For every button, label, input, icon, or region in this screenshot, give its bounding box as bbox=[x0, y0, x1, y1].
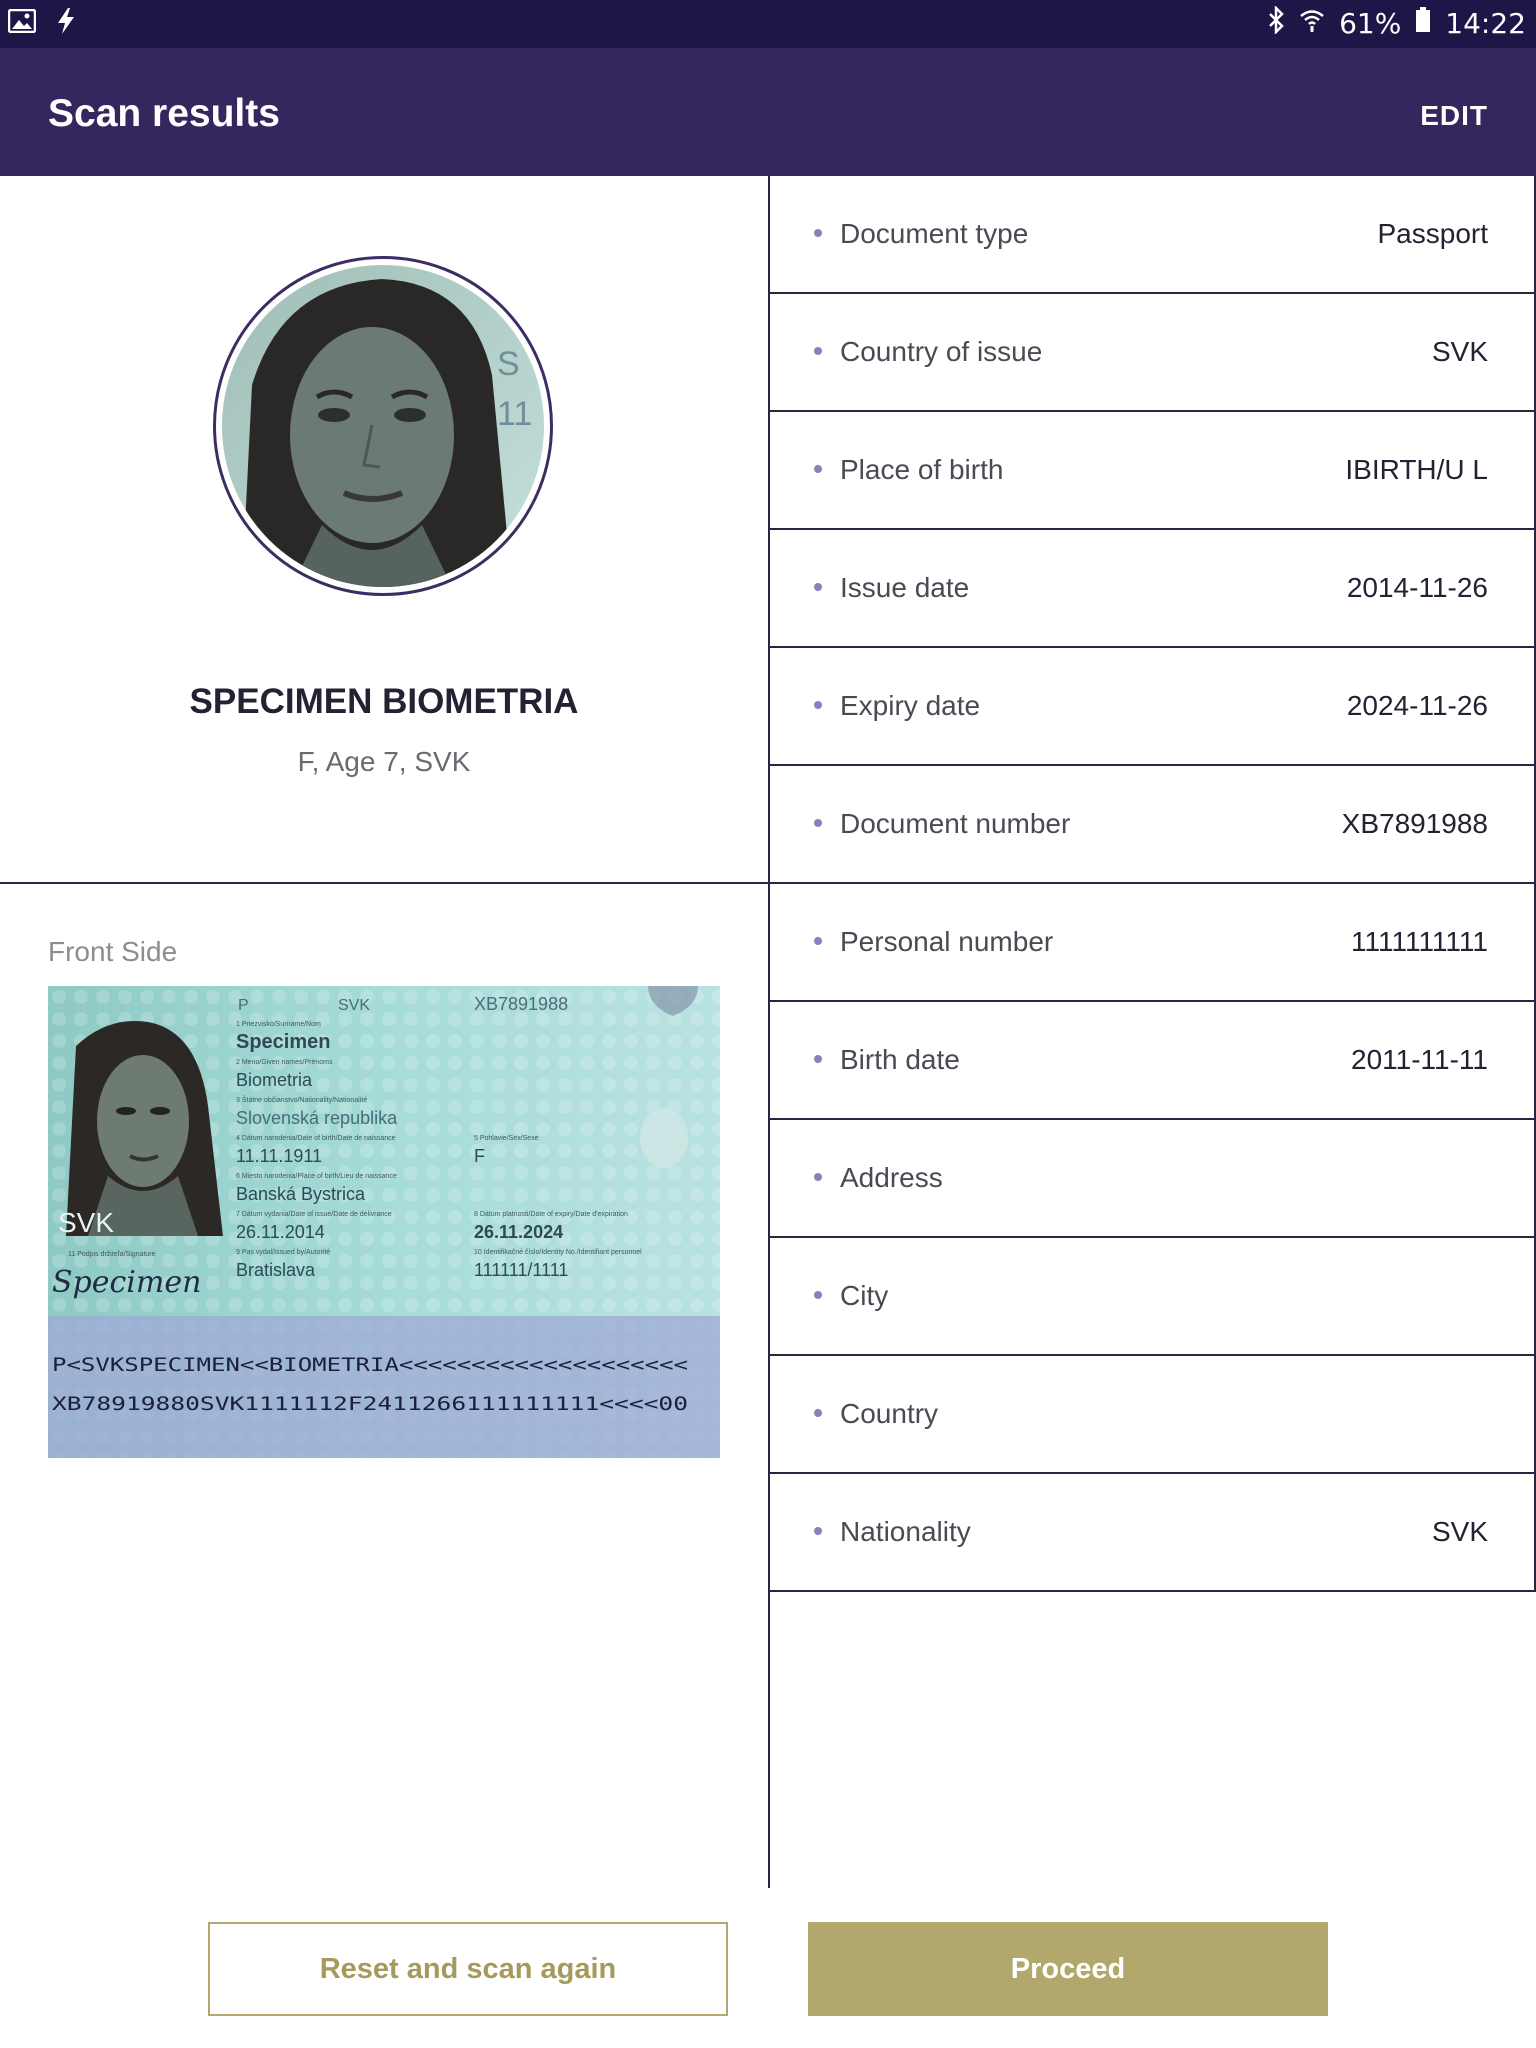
field-value: 2014-11-26 bbox=[1346, 572, 1488, 603]
doc-signature-label: 11 Podpis držiteľa/Signature bbox=[68, 1251, 156, 1258]
doc-expiry-label: 8 Dátum platnosti/Date of expiry/Date d'expiration bbox=[474, 1211, 628, 1218]
field-value: 2024-11-26 bbox=[1346, 690, 1488, 721]
doc-surname: Specimen bbox=[236, 1031, 331, 1053]
field-value: Passport bbox=[1377, 218, 1488, 249]
field-label: Issue date bbox=[840, 572, 970, 603]
doc-type: P bbox=[238, 997, 249, 1014]
doc-mrz-line-1: P<SVKSPECIMEN<<BIOMETRIA<<<<<<<<<<<<<<<<<<<< bbox=[52, 1354, 688, 1376]
field-value: SVK bbox=[1431, 336, 1488, 367]
doc-issue-label: 7 Dátum vydania/Date of issue/Date de délivrance bbox=[236, 1211, 392, 1218]
bullet-icon bbox=[814, 701, 822, 709]
field-country-of-issue[interactable] bbox=[770, 294, 1536, 412]
bullet-icon bbox=[814, 1409, 822, 1417]
svg-text:S: S bbox=[497, 345, 520, 383]
field-label: Nationality bbox=[840, 1516, 971, 1547]
field-value: SVK bbox=[1431, 1516, 1488, 1547]
field-value: 1111111111 bbox=[1350, 926, 1488, 957]
field-label: Birth date bbox=[840, 1044, 960, 1075]
field-label: Personal number bbox=[840, 926, 1054, 957]
image-icon bbox=[8, 9, 36, 38]
fields-list bbox=[770, 176, 1536, 1592]
front-side-label: Front Side bbox=[48, 936, 178, 967]
field-label: Document number bbox=[840, 808, 1071, 839]
field-value: XB7891988 bbox=[1341, 808, 1488, 839]
doc-mrz-line-2: XB78919880SVK1111112F2411266111111111<<<<00 bbox=[52, 1393, 688, 1415]
bullet-icon bbox=[814, 819, 822, 827]
field-address[interactable] bbox=[770, 1120, 1536, 1238]
bluetooth-icon bbox=[1267, 6, 1285, 41]
proceed-button[interactable]: Proceed bbox=[808, 1922, 1328, 2016]
left-pane bbox=[0, 176, 768, 1888]
field-label: Country bbox=[840, 1398, 939, 1429]
doc-nationality: Slovenská republika bbox=[236, 1108, 398, 1128]
edit-button[interactable]: EDIT bbox=[1420, 100, 1488, 131]
wifi-icon bbox=[1299, 7, 1325, 40]
doc-pob-label: 6 Miesto narodenia/Place of birth/Lieu de naissance bbox=[236, 1173, 397, 1180]
field-label: Document type bbox=[840, 218, 1029, 249]
doc-surname-label: 1 Priezvisko/Surname/Nom bbox=[236, 1021, 321, 1028]
clock: 14:22 bbox=[1445, 7, 1526, 40]
bullet-icon bbox=[814, 1055, 822, 1063]
field-label: Expiry date bbox=[840, 690, 981, 721]
bullet-icon bbox=[814, 1527, 822, 1535]
person-name: SPECIMEN BIOMETRIA bbox=[189, 682, 579, 721]
doc-country: SVK bbox=[338, 997, 371, 1014]
doc-signature: Specimen bbox=[52, 1265, 202, 1300]
bullet-icon bbox=[814, 465, 822, 473]
flash-icon bbox=[56, 8, 76, 39]
status-bar bbox=[0, 0, 1536, 48]
field-document-number[interactable] bbox=[770, 766, 1536, 884]
passport-front-image bbox=[48, 986, 720, 1458]
bullet-icon bbox=[814, 583, 822, 591]
doc-photo-code: SVK bbox=[58, 1207, 115, 1238]
reset-scan-button[interactable]: Reset and scan again bbox=[208, 1922, 728, 2016]
doc-sex-label: 5 Pohlavie/Sex/Sexe bbox=[474, 1135, 539, 1142]
doc-authority: Bratislava bbox=[236, 1260, 316, 1280]
field-label: Address bbox=[840, 1162, 943, 1193]
field-personal-number[interactable] bbox=[770, 884, 1536, 1002]
field-label: Country of issue bbox=[840, 336, 1043, 367]
face-photo bbox=[222, 265, 544, 587]
doc-sex: F bbox=[474, 1146, 485, 1166]
doc-dob: 11.11.1911 bbox=[236, 1146, 323, 1166]
bullet-icon bbox=[814, 1291, 822, 1299]
svg-text:11: 11 bbox=[497, 395, 533, 433]
doc-dob-label: 4 Dátum narodenia/Date of birth/Date de naissance bbox=[236, 1135, 396, 1142]
field-label: City bbox=[840, 1280, 889, 1311]
field-birth-date[interactable] bbox=[770, 1002, 1536, 1120]
bullet-icon bbox=[814, 229, 822, 237]
doc-number: XB7891988 bbox=[474, 994, 569, 1014]
page-title: Scan results bbox=[48, 92, 280, 135]
battery-icon bbox=[1415, 7, 1431, 40]
doc-personal: 111111/1111 bbox=[474, 1260, 569, 1280]
field-place-of-birth[interactable] bbox=[770, 412, 1536, 530]
field-expiry-date[interactable] bbox=[770, 648, 1536, 766]
doc-nationality-label: 3 Štátne občianstvo/Nationality/Nationalité bbox=[236, 1097, 368, 1104]
field-value: IBIRTH/U L bbox=[1345, 454, 1488, 485]
app-bar bbox=[0, 48, 1536, 176]
doc-authority-label: 9 Pas vydal/Issued by/Autorité bbox=[236, 1249, 331, 1256]
doc-personal-label: 10 Identifikačné číslo/Identity No./Identifiant personnel bbox=[474, 1249, 642, 1256]
person-summary: F, Age 7, SVK bbox=[297, 746, 471, 777]
field-label: Place of birth bbox=[840, 454, 1004, 485]
field-document-type[interactable] bbox=[770, 176, 1536, 294]
profile-card bbox=[0, 176, 768, 884]
doc-given: Biometria bbox=[236, 1070, 313, 1090]
doc-pob: Banská Bystrica bbox=[236, 1184, 366, 1204]
bullet-icon bbox=[814, 937, 822, 945]
doc-issue: 26.11.2014 bbox=[236, 1222, 325, 1242]
field-city[interactable] bbox=[770, 1238, 1536, 1356]
doc-expiry: 26.11.2024 bbox=[474, 1222, 564, 1242]
field-value: 2011-11-11 bbox=[1351, 1044, 1488, 1075]
battery-percent: 61% bbox=[1339, 7, 1402, 40]
field-issue-date[interactable] bbox=[770, 530, 1536, 648]
avatar bbox=[213, 256, 553, 596]
bullet-icon bbox=[814, 1173, 822, 1181]
field-nationality[interactable] bbox=[770, 1474, 1536, 1592]
bottom-action-bar bbox=[0, 1888, 1536, 2048]
field-country[interactable] bbox=[770, 1356, 1536, 1474]
doc-given-label: 2 Meno/Given names/Prénoms bbox=[236, 1059, 333, 1066]
bullet-icon bbox=[814, 347, 822, 355]
